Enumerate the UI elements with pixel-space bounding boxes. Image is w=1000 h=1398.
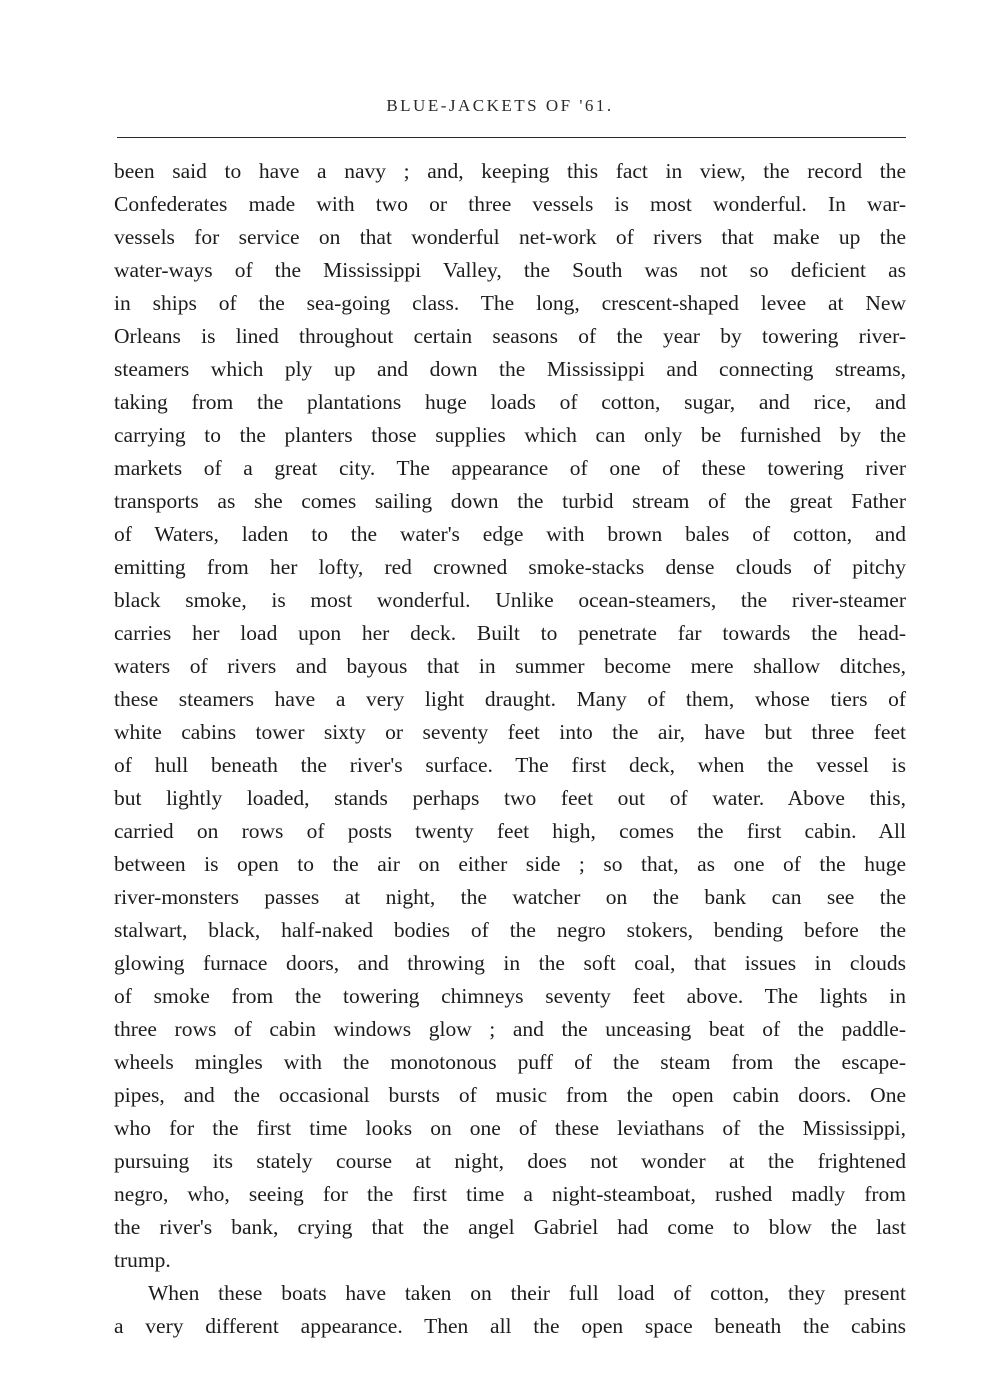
text-line: white cabins tower sixty or seventy feet into the air, have but three feet [114,720,906,744]
paragraph [114,155,906,1277]
text-line: stalwart, black, half-naked bodies of the negro stokers, bending before the [114,918,906,942]
text-line: emitting from her lofty, red crowned smoke-stacks dense clouds of pitchy [114,555,906,579]
text-line: wheels mingles with the monotonous puff of the steam from the escape- [114,1050,906,1074]
text-line: When these boats have taken on their full load of cotton, they present [148,1281,906,1305]
text-line: the river's bank, crying that the angel Gabriel had come to blow the last [114,1215,906,1239]
text-line: pipes, and the occasional bursts of music from the open cabin doors. One [114,1083,906,1107]
text-line: Confederates made with two or three vessels is most wonderful. In war- [114,192,906,216]
text-line: glowing furnace doors, and throwing in the soft coal, that issues in clouds [114,951,906,975]
text-line: steamers which ply up and down the Mississippi and connecting streams, [114,357,906,381]
text-line: pursuing its stately course at night, does not wonder at the frightened [114,1149,906,1173]
text-line: these steamers have a very light draught. Many of them, whose tiers of [114,687,906,711]
text-line: taking from the plantations huge loads of cotton, sugar, and rice, and [114,390,906,414]
text-line: carried on rows of posts twenty feet high, comes the first cabin. All [114,819,906,843]
text-line: between is open to the air on either side ; so that, as one of the huge [114,852,906,876]
text-line: three rows of cabin windows glow ; and the unceasing beat of the paddle- [114,1017,906,1041]
text-line: of Waters, laden to the water's edge with brown bales of cotton, and [114,522,906,546]
text-line: of smoke from the towering chimneys seventy feet above. The lights in [114,984,906,1008]
body-text [114,155,906,1343]
running-head: BLUE-JACKETS OF '61. [386,96,614,115]
text-line: negro, who, seeing for the first time a night-steamboat, rushed madly from [114,1182,906,1206]
text-line: of hull beneath the river's surface. The first deck, when the vessel is [114,753,906,777]
text-line: water-ways of the Mississippi Valley, the South was not so deficient as [114,258,906,282]
text-line: carrying to the planters those supplies which can only be furnished by the [114,423,906,447]
text-line: Orleans is lined throughout certain seasons of the year by towering river- [114,324,906,348]
text-line: been said to have a navy ; and, keeping this fact in view, the record the [114,159,906,183]
text-line: in ships of the sea-going class. The long, crescent-shaped levee at New [114,291,906,315]
text-line: waters of rivers and bayous that in summer become mere shallow ditches, [114,654,906,678]
text-line: a very different appearance. Then all the open space beneath the cabins [114,1314,906,1338]
text-line: trump. [114,1248,171,1272]
text-line: black smoke, is most wonderful. Unlike ocean-steamers, the river-steamer [114,588,906,612]
header-rule [117,137,906,138]
text-line: who for the first time looks on one of these leviathans of the Mississippi, [114,1116,906,1140]
text-line: river-monsters passes at night, the watcher on the bank can see the [114,885,906,909]
paragraph [114,1277,906,1343]
text-line: markets of a great city. The appearance of one of these towering river [114,456,906,480]
text-line: vessels for service on that wonderful net-work of rivers that make up the [114,225,906,249]
text-line: but lightly loaded, stands perhaps two feet out of water. Above this, [114,786,906,810]
text-line: transports as she comes sailing down the turbid stream of the great Father [114,489,906,513]
text-line: carries her load upon her deck. Built to penetrate far towards the head- [114,621,906,645]
